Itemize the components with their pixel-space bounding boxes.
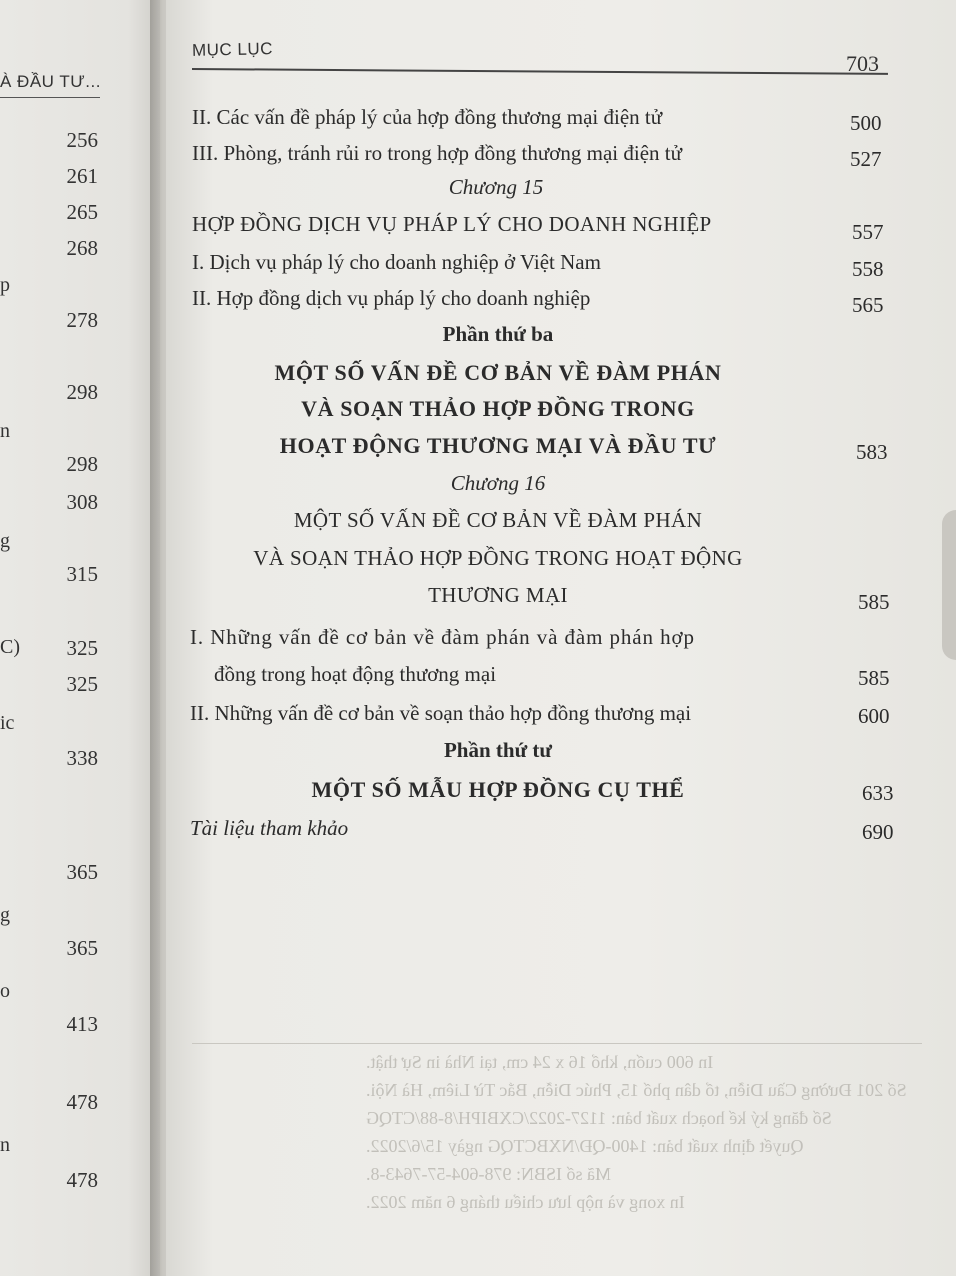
left-text-fragment: g: [0, 904, 10, 926]
toc-entry: III. Phòng, tránh rủi ro trong hợp đồng thương mại điện tử: [192, 141, 682, 165]
toc-page-number: 633: [862, 781, 894, 805]
references-entry: Tài liệu tham khảo: [190, 816, 349, 840]
left-text-fragment: n: [0, 420, 10, 442]
part-label: Phần thứ tư: [443, 738, 553, 762]
imprint-rule-showthrough: [192, 1043, 922, 1044]
running-header-page-number: 703: [846, 51, 879, 76]
chapter-title-line: VÀ SOẠN THẢO HỢP ĐỒNG TRONG HOẠT ĐỘNG: [253, 546, 743, 570]
imprint-showthrough-line: In 600 cuốn, khổ 16 x 24 cm, tại Nhà in Sự thật.: [366, 1052, 714, 1072]
header-rule: [192, 68, 888, 74]
left-page-number: 325: [66, 636, 98, 660]
toc-page-number: 557: [852, 220, 884, 244]
left-page-number: 325: [66, 672, 98, 696]
imprint-showthrough-line: Mã số ISBN: 978-604-57-7643-8.: [366, 1164, 611, 1184]
toc-page-number: 565: [852, 293, 884, 317]
part-title: MỘT SỐ MẪU HỢP ĐỒNG CỤ THỂ: [311, 777, 685, 802]
part-title-line: VÀ SOẠN THẢO HỢP ĐỒNG TRONG: [301, 396, 695, 421]
page-edge: [942, 510, 956, 660]
left-page-number: 478: [66, 1168, 98, 1192]
chapter-title-line: THƯƠNG MẠI: [428, 583, 568, 607]
toc-entry: II. Những vấn đề cơ bản về soạn thảo hợp đồng thương mại: [190, 701, 692, 725]
left-page-number: 278: [66, 308, 98, 332]
left-text-fragment: n: [0, 1134, 10, 1156]
toc-page-number: 585: [858, 666, 890, 690]
chapter-label: Chương 16: [450, 471, 546, 495]
left-text-fragment: p: [0, 274, 10, 296]
toc-entry: I. Những vấn đề cơ bản về đàm phán và đàm phán hợp: [190, 625, 695, 649]
left-page-number: 268: [66, 236, 98, 260]
toc-page-number: 585: [858, 590, 890, 614]
left-page-number: 298: [66, 452, 98, 476]
left-text-fragment: C): [0, 636, 20, 658]
toc-page: [166, 0, 956, 1276]
left-page-number: 478: [66, 1090, 98, 1114]
part-label: Phần thứ ba: [442, 322, 554, 346]
left-page-number: 413: [66, 1012, 98, 1036]
chapter-label: Chương 15: [448, 175, 544, 199]
imprint-showthrough-line: Số đăng ký kế hoạch xuất bản: 1127-2022/CXBIPH/8-88/CTQG: [366, 1108, 832, 1128]
toc-entry: II. Hợp đồng dịch vụ pháp lý cho doanh nghiệp: [192, 286, 591, 310]
toc-entry: I. Dịch vụ pháp lý cho doanh nghiệp ở Việt Nam: [192, 250, 601, 274]
left-header-rule: [0, 97, 100, 98]
toc-page-number: 500: [850, 111, 882, 135]
left-page-number: 315: [66, 562, 98, 586]
toc-entry-continuation: đồng trong hoạt động thương mại: [214, 662, 497, 686]
imprint-showthrough-line: In xong và nộp lưu chiểu tháng 6 năm 2022.: [366, 1192, 685, 1212]
toc-page-number: 558: [852, 257, 884, 281]
left-page-number: 308: [66, 490, 98, 514]
toc-page-number: 690: [862, 820, 894, 844]
imprint-showthrough-line: Quyết định xuất bản: 1400-QĐ/NXBCTQG ngày 15/6/2022.: [366, 1136, 804, 1156]
chapter-title: HỢP ĐỒNG DỊCH VỤ PHÁP LÝ CHO DOANH NGHIỆP: [192, 212, 712, 236]
left-page-number: 256: [66, 128, 98, 152]
chapter-title-line: MỘT SỐ VẤN ĐỀ CƠ BẢN VỀ ĐÀM PHÁN: [293, 508, 703, 532]
left-page-number: 298: [66, 380, 98, 404]
left-text-fragment: ic: [0, 712, 15, 734]
part-title-line: MỘT SỐ VẤN ĐỀ CƠ BẢN VỀ ĐÀM PHÁN: [274, 360, 722, 385]
toc-page-number: 583: [856, 440, 888, 464]
toc-page-number: 527: [850, 147, 882, 171]
left-text-fragment: g: [0, 530, 10, 552]
left-page-number: 365: [66, 936, 98, 960]
toc-entry: II. Các vấn đề pháp lý của hợp đồng thương mại điện tử: [192, 105, 663, 129]
imprint-showthrough-line: Số 201 Đường Cầu Diễn, tổ dân phố 15, Phúc Diễn, Bắc Từ Liêm, Hà Nội.: [366, 1080, 907, 1100]
left-text-fragment: o: [0, 980, 10, 1002]
part-title-line: HOẠT ĐỘNG THƯƠNG MẠI VÀ ĐẦU TƯ: [279, 433, 717, 458]
left-page-number: 365: [66, 860, 98, 884]
left-page-number: 338: [66, 746, 98, 770]
left-facing-page: [0, 0, 160, 1276]
running-header-title: MỤC LỤC: [191, 39, 274, 60]
toc-page-number: 600: [858, 704, 890, 728]
left-page-number: 261: [66, 164, 98, 188]
left-page-header: À ĐẦU TƯ...: [0, 72, 101, 91]
left-page-number: 265: [66, 200, 98, 224]
